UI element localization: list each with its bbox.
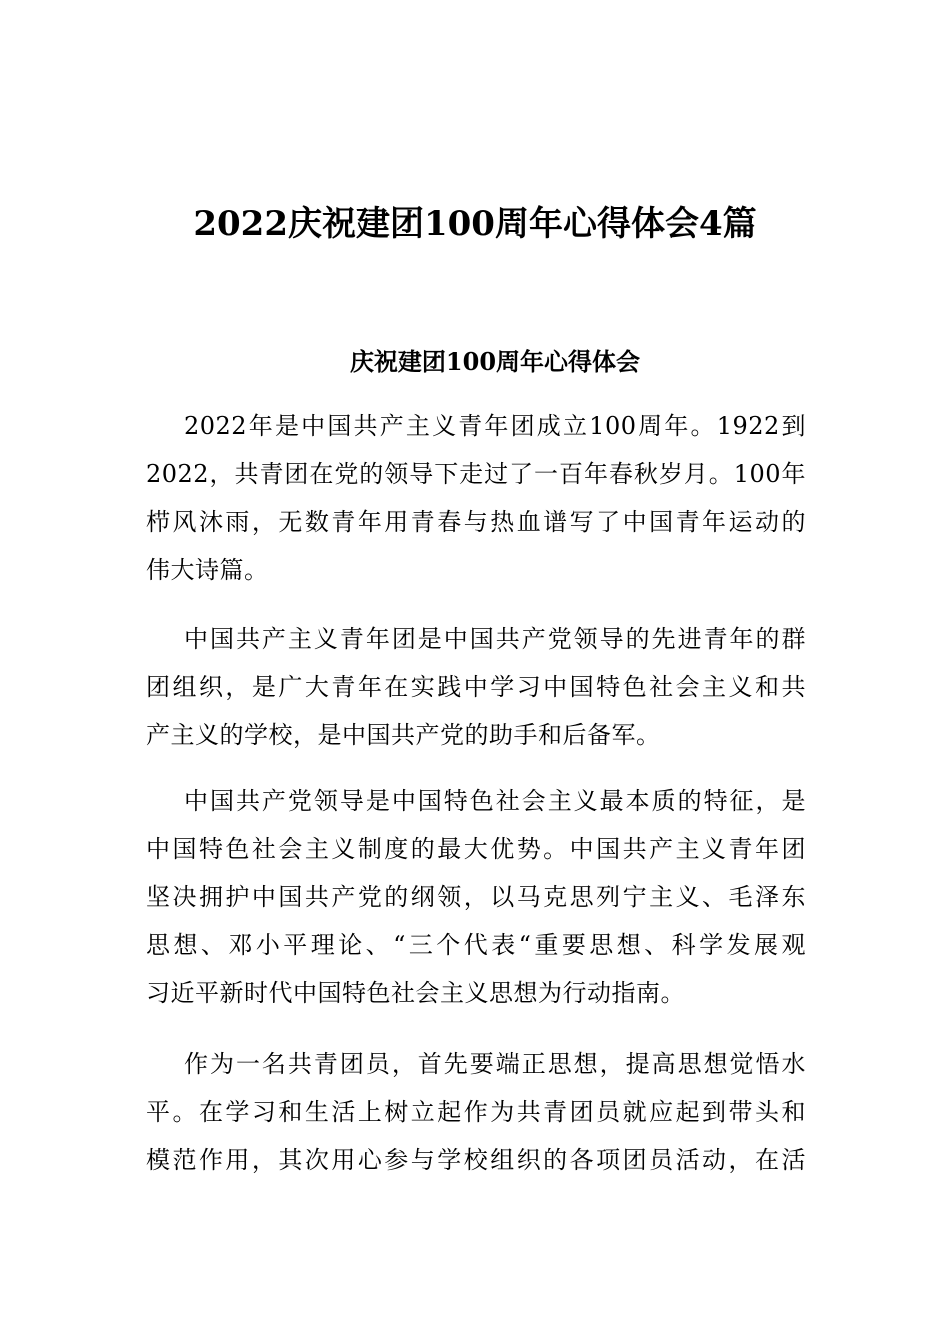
paragraph-line: 中国特色社会主义制度的最大优势。中国共产主义青年团 xyxy=(146,835,806,863)
paragraph-line: 平。在学习和生活上树立起作为共青团员就应起到带头和 xyxy=(146,1098,806,1126)
paragraph-line: 团组织，是广大青年在实践中学习中国特色社会主义和共 xyxy=(146,673,806,701)
paragraph-3 xyxy=(146,777,806,1017)
paragraph-line: 作为一名共青团员，首先要端正思想，提高思想觉悟水 xyxy=(184,1050,806,1078)
paragraph-line: 中国共产主义青年团是中国共产党领导的先进青年的群 xyxy=(184,625,806,653)
paragraph-line: 2022年是中国共产主义青年团成立100周年。1922到 xyxy=(184,412,806,440)
paragraph-line: 模范作用，其次用心参与学校组织的各项团员活动，在活 xyxy=(146,1146,806,1174)
paragraph-line: 栉风沐雨，无数青年用青春与热血谱写了中国青年运动的 xyxy=(146,508,806,536)
section-title: 庆祝建团100周年心得体会 xyxy=(349,347,641,376)
paragraph-line: 习近平新时代中国特色社会主义思想为行动指南。 xyxy=(146,979,685,1007)
paragraph-line: 坚决拥护中国共产党的纲领，以马克思列宁主义、毛泽东 xyxy=(146,883,806,911)
document-title: 2022庆祝建团100周年心得体会4篇 xyxy=(193,204,757,244)
paragraph-line: 2022，共青团在党的领导下走过了一百年春秋岁月。100年 xyxy=(146,460,806,488)
paragraph-line: 思想、邓小平理论、“三个代表“重要思想、科学发展观 xyxy=(146,931,806,959)
paragraph-line: 中国共产党领导是中国特色社会主义最本质的特征，是 xyxy=(184,787,806,815)
paragraph-2 xyxy=(146,615,806,759)
paragraph-1 xyxy=(146,402,806,594)
paragraph-line: 产主义的学校，是中国共产党的助手和后备军。 xyxy=(146,721,661,749)
paragraph-line: 伟大诗篇。 xyxy=(146,556,269,584)
paragraph-4 xyxy=(146,1040,806,1184)
